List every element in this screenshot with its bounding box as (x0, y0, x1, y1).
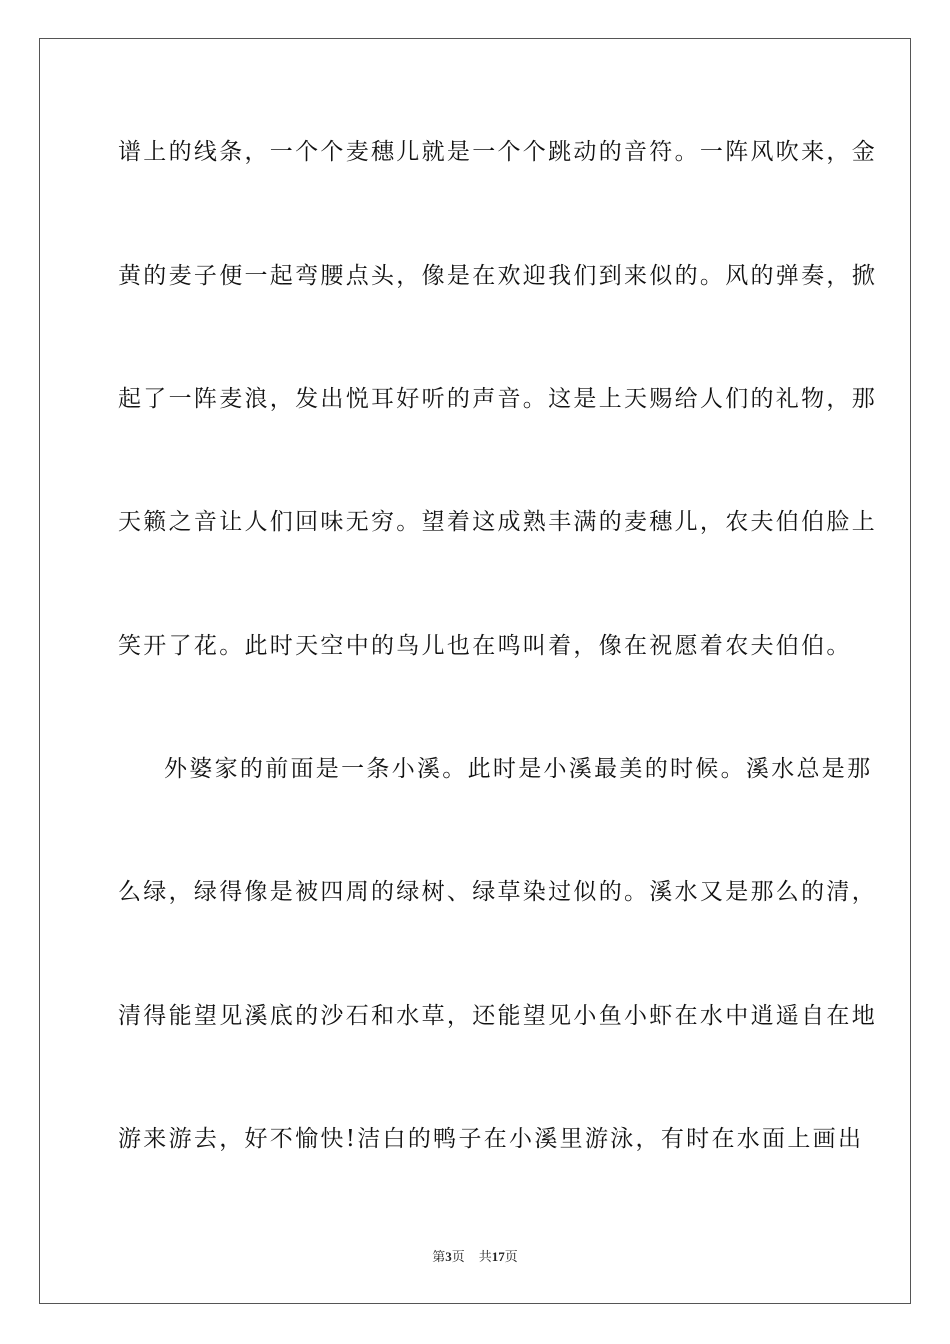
page-prefix: 第 (432, 1250, 446, 1265)
total-pages: 17 (491, 1249, 505, 1264)
page-suffix: 页 (451, 1250, 465, 1265)
text-line-1: 谱上的线条，一个个麦穗儿就是一个个跳动的音符。一阵风吹来，金 (118, 139, 877, 165)
page-footer (40, 1246, 910, 1265)
page-number: 3 (445, 1249, 452, 1264)
total-suffix: 页 (504, 1250, 518, 1265)
text-line-3: 起了一阵麦浪，发出悦耳好听的声音。这是上天赐给人们的礼物，那 (118, 386, 877, 412)
document-page (39, 38, 911, 1304)
text-line-5: 笑开了花。此时天空中的鸟儿也在鸣叫着，像在祝愿着农夫伯伯。 (118, 633, 852, 659)
total-prefix: 共 (478, 1250, 492, 1265)
text-line-2: 黄的麦子便一起弯腰点头，像是在欢迎我们到来似的。风的弹奏，掀 (118, 263, 877, 289)
paragraph-start-line: 外婆家的前面是一条小溪。此时是小溪最美的时候。溪水总是那 (164, 756, 873, 782)
text-line-9: 游来游去，好不愉快!洁白的鸭子在小溪里游泳，有时在水面上画出 (118, 1126, 864, 1152)
text-line-8: 清得能望见溪底的沙石和水草，还能望见小鱼小虾在水中逍遥自在地 (118, 1003, 877, 1029)
text-line-7: 么绿，绿得像是被四周的绿树、绿草染过似的。溪水又是那么的清， (118, 879, 877, 905)
text-line-4: 天籁之音让人们回味无穷。望着这成熟丰满的麦穗儿，农夫伯伯脸上 (118, 509, 877, 535)
